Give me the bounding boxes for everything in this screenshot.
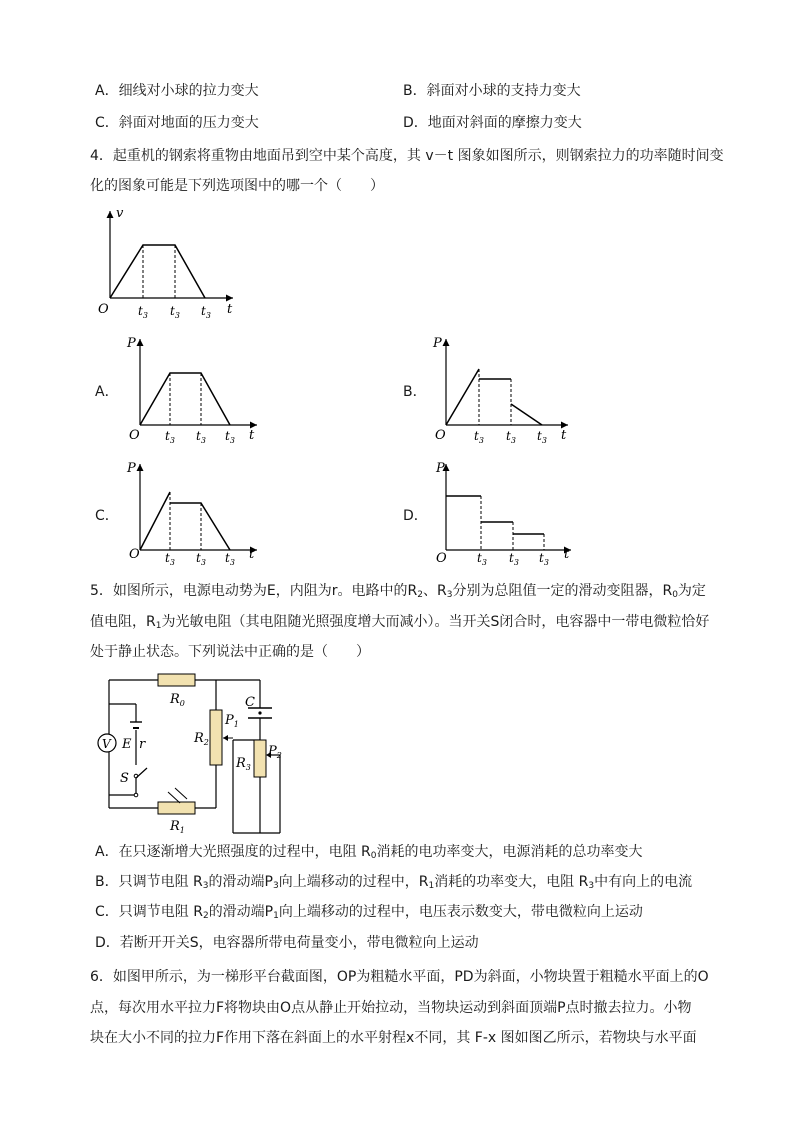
q6-line1: 6．如图甲所示，为一梯形平台截面图，OP为粗糙水平面，PD为斜面，小物块置于粗糙水平面上的O [90,969,709,985]
svg-text:t3: $t_3$ [170,304,180,320]
svg-text:t3: $t_3$ [201,304,211,320]
q5-stem-line1: 5．如图所示，电源电动势为E，内阻为r。电路中的$R_2$、$R_3$分别为总阻值一定的滑动变阻器，$R_0$为定 [90,583,706,600]
svg-text:t: t [227,302,233,317]
svg-text:t3: $t_3$ [474,429,484,443]
svg-text:P: P [127,336,136,351]
svg-text:t: t [249,547,255,562]
q6-line2: 点，每次用水平拉力F将物块由O点从静止开始拉动，当物块运动到斜面顶端P点时撤去拉力。小物 [90,1000,692,1016]
q5-circuit-diagram [90,670,300,835]
q4-option-a-graph [125,333,265,443]
svg-text:V: V [102,737,111,751]
q4-option-b-label: B． [403,384,427,400]
svg-text:O: O [435,428,446,443]
q4-option-c-label: C． [95,508,119,524]
svg-text:C: C [245,695,255,710]
svg-text:P1: $P_1$ [225,713,239,729]
q3-option-b: B．斜面对小球的支持力变大 [403,83,581,99]
svg-text:t: t [561,428,567,443]
q3-option-c: C．斜面对地面的压力变大 [95,115,259,131]
q4-option-c-graph [125,458,265,568]
svg-text:t3: $t_3$ [165,429,175,443]
svg-text:t3: $t_3$ [506,429,516,443]
svg-text:t3: $t_3$ [477,551,487,567]
svg-text:P: P [436,461,445,476]
q5-option-c: C．只调节电阻 $R_2$的滑动端$P_1$向上端移动的过程中，电压表示数变大，带电微粒向上运动 [95,904,643,921]
q5-option-d: D．若断开开关S，电容器所带电荷量变小，带电微粒向上运动 [95,935,479,951]
svg-text:E: E [122,737,132,752]
q6-line3: 块在大小不同的拉力F作用下落在斜面上的水平射程x不同，其 F-x 图如图乙所示，若物块与水平面 [90,1030,697,1046]
q4-stem-line1: 4．起重机的钢索将重物由地面吊到空中某个高度，其 v－t 图象如图所示，则钢索拉力的功率随时间变 [90,148,724,164]
q3-option-a: A．细线对小球的拉力变大 [95,83,259,99]
svg-text:t: t [249,428,255,443]
q3-option-d: D．地面对斜面的摩擦力变大 [403,115,582,131]
svg-text:O: O [129,428,140,443]
svg-text:t3: $t_3$ [138,304,148,320]
svg-text:O: O [98,302,109,317]
q4-option-a-label: A． [95,384,119,400]
svg-text:R3: $R_3$ [236,756,251,772]
q4-option-b-graph [431,333,576,443]
q4-option-d-graph [431,458,581,568]
svg-text:P2: $P_2$ [268,744,282,760]
q5-option-b: B．只调节电阻 $R_3$的滑动端$P_3$向上端移动的过程中，$R_1$消耗的功率变大，电阻 $R_3$中有向上的电流 [95,874,693,891]
q4-stem-line2: 化的图象可能是下列选项图中的哪一个（ ） [90,178,384,194]
svg-text:r: r [139,737,146,752]
svg-text:t3: $t_3$ [539,551,549,567]
svg-text:t: t [564,547,570,562]
svg-text:P: P [433,336,442,351]
svg-text:R0: $R_0$ [170,692,185,708]
svg-text:t3: $t_3$ [196,429,206,443]
svg-text:t3: $t_3$ [196,551,206,567]
svg-text:O: O [129,547,140,562]
svg-text:t3: $t_3$ [165,551,175,567]
q5-stem-line2: 值电阻，$R_1$为光敏电阻（其电阻随光照强度增大而减小）。当开关S闭合时，电容器中一带电微粒恰好 [90,614,710,631]
svg-text:R2: $R_2$ [194,731,209,747]
svg-text:t3: $t_3$ [225,551,235,567]
q4-vt-graph [95,205,245,320]
svg-text:P: P [127,461,136,476]
svg-text:O: O [436,551,447,566]
q5-stem-line3: 处于静止状态。下列说法中正确的是（ ） [90,644,370,660]
svg-text:v: v [116,206,124,221]
svg-text:t3: $t_3$ [225,429,235,443]
svg-text:R1: $R_1$ [170,819,185,835]
svg-text:t3: $t_3$ [509,551,519,567]
q5-option-a: A．在只逐渐增大光照强度的过程中，电阻 $R_0$消耗的电功率变大，电源消耗的总功率变大 [95,844,643,861]
svg-text:t3: $t_3$ [537,429,547,443]
q4-option-d-label: D． [403,508,428,524]
svg-text:S: S [120,771,129,786]
